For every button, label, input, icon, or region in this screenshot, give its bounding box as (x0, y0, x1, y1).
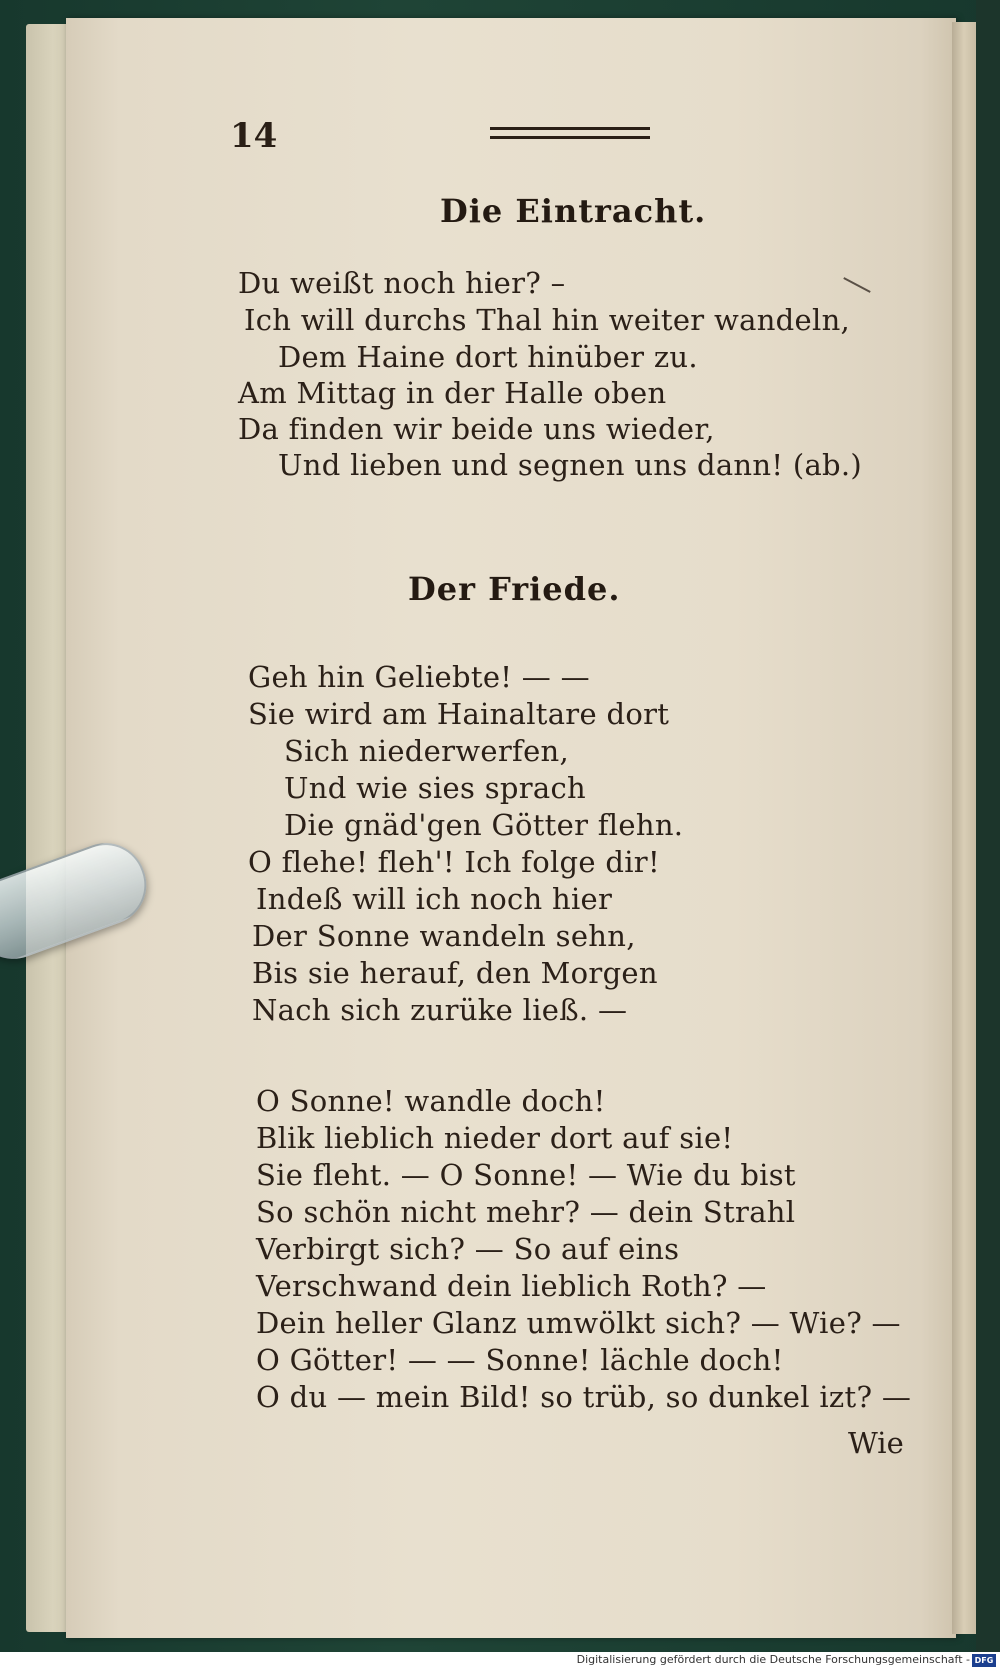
poem-line: Der Sonne wandeln sehn, (252, 919, 636, 953)
poem-line: Sie fleht. — O Sonne! — Wie du bist (256, 1158, 796, 1192)
poem-line: Sie wird am Hainaltare dort (248, 697, 670, 731)
poem-line: Da finden wir beide uns wieder, (238, 412, 715, 446)
poem-line: Indeß will ich noch hier (256, 882, 613, 916)
poem-line: Dein heller Glanz umwölkt sich? — Wie? — (256, 1306, 901, 1340)
section-title-friede: Der Friede. (408, 570, 621, 608)
poem-line: Bis sie herauf, den Morgen (252, 956, 658, 990)
poem-line: O Sonne! wandle doch! (256, 1084, 606, 1118)
footer-credit: Digitalisierung gefördert durch die Deutsche Forschungsgemeinschaft - (576, 1653, 970, 1666)
poem-line: Sich niederwerfen, (284, 734, 570, 768)
poem-line: Dem Haine dort hinüber zu. (278, 340, 698, 374)
poem-line: Ich will durchs Thal hin weiter wandeln, (244, 303, 851, 337)
poem-line: Und lieben und segnen uns dann! (ab.) (278, 448, 863, 482)
poem-line: O du — mein Bild! so trüb, so dunkel izt? — (256, 1380, 912, 1414)
poem-line: O flehe! fleh'! Ich folge dir! (248, 845, 660, 879)
dfg-logo-icon: DFG (972, 1654, 996, 1667)
footer-bar (0, 1652, 1000, 1670)
page-number: 14 (230, 116, 278, 156)
poem-line: Geh hin Geliebte! — — (248, 660, 590, 694)
poem-line: Blik lieblich nieder dort auf sie! (256, 1121, 734, 1155)
poem-line: O Götter! — — Sonne! lächle doch! (256, 1343, 784, 1377)
catchword: Wie (848, 1426, 904, 1460)
scan-edge-strip (976, 0, 1000, 1652)
poem-line: Die gnäd'gen Götter flehn. (284, 808, 684, 842)
page-stack-edge (952, 22, 976, 1634)
section-title-eintracht: Die Eintracht. (440, 192, 707, 230)
header-rule (490, 127, 650, 139)
poem-line: Nach sich zurüke ließ. — (252, 993, 628, 1027)
poem-line: Du weißt noch hier? – (238, 266, 566, 300)
poem-line: Am Mittag in der Halle oben (238, 376, 667, 410)
poem-line: Verschwand dein lieblich Roth? — (256, 1269, 767, 1303)
poem-line: Verbirgt sich? — So auf eins (256, 1232, 680, 1266)
poem-line: Und wie sies sprach (284, 771, 587, 805)
poem-line: So schön nicht mehr? — dein Strahl (256, 1195, 796, 1229)
